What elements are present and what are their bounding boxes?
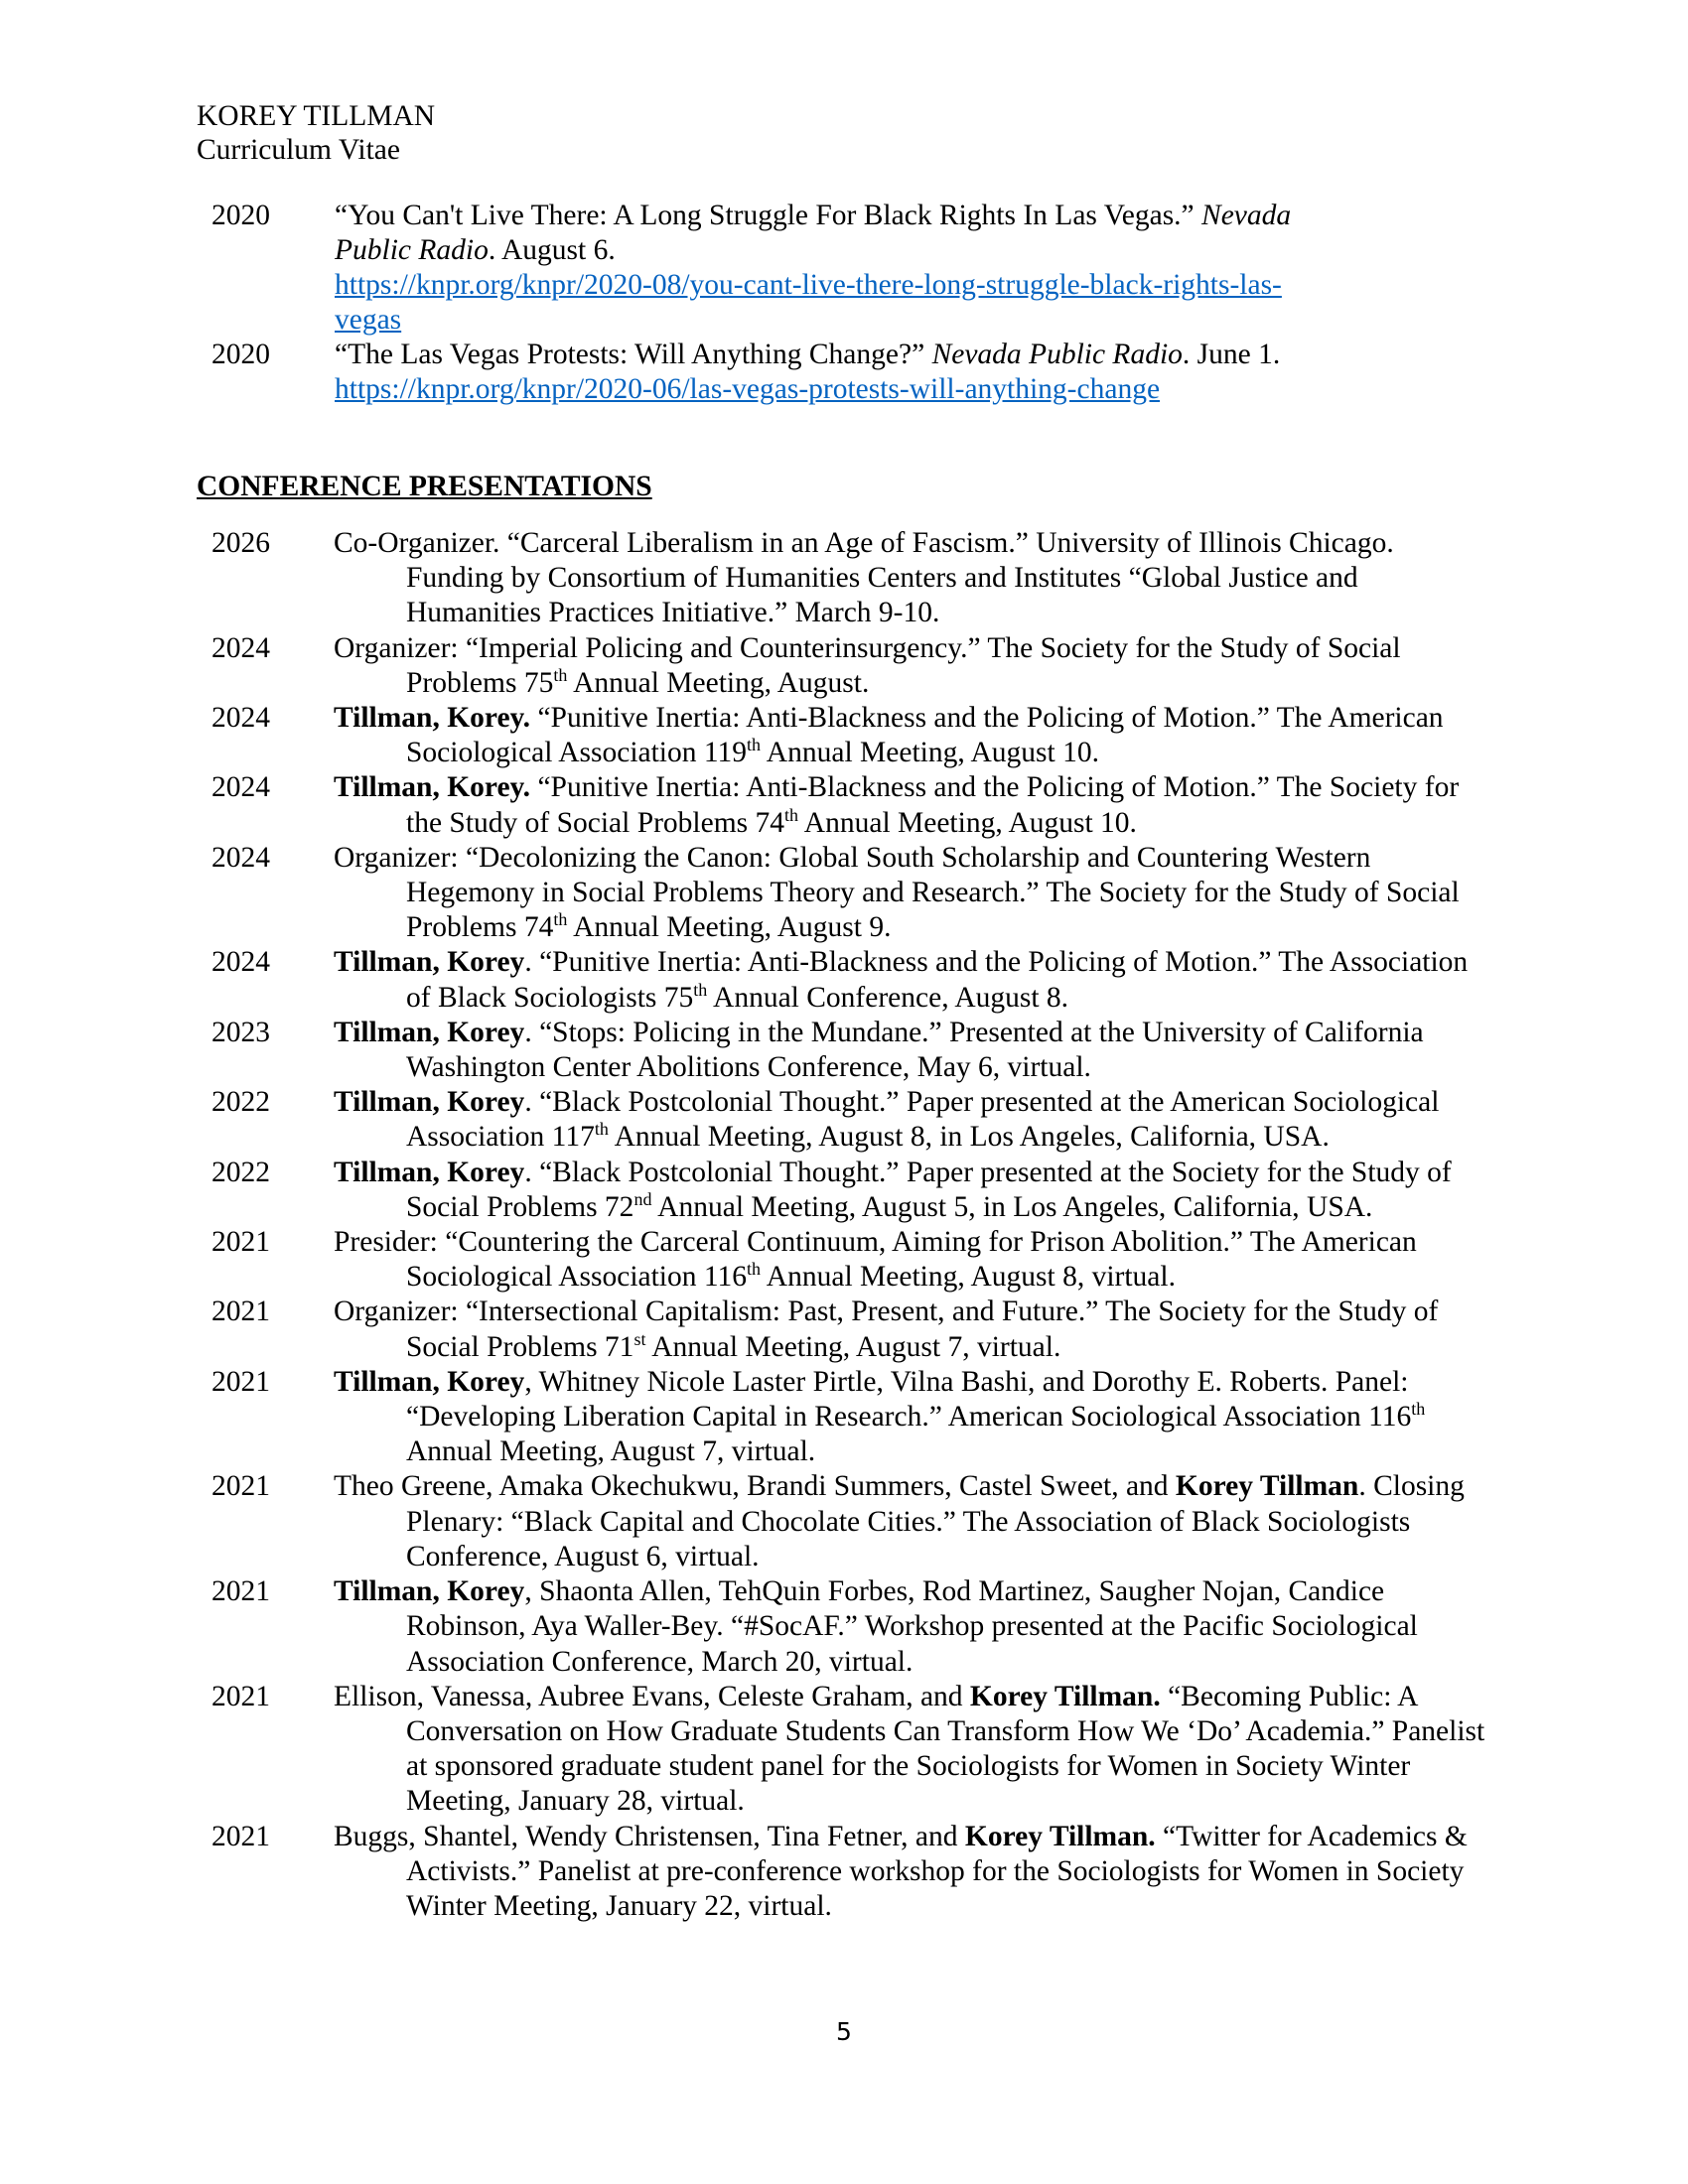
conference-citation xyxy=(334,1156,1497,1225)
author-name-bold: Tillman, Korey. xyxy=(334,702,531,735)
citation-text: “Twitter for Academics & Activists.” Panelist at pre-conference workshop for the Sociologists for Women in Society Winter Meeting, January 22, virtual. xyxy=(406,1820,1468,1922)
ordinal-suffix: th xyxy=(1411,1399,1426,1420)
conference-entry xyxy=(197,770,1497,840)
conference-entry xyxy=(197,1680,1497,1820)
citation-text: Buggs, Shantel, Wendy Christensen, Tina Fetner, and xyxy=(334,1820,965,1852)
author-name-bold: Tillman, Korey xyxy=(334,1086,525,1119)
citation-text: Annual Meeting, August 10. xyxy=(761,737,1099,769)
author-name-bold: Tillman, Korey xyxy=(334,1156,525,1188)
conference-year: 2021 xyxy=(211,1296,270,1328)
conference-entry xyxy=(197,1365,1497,1470)
ordinal-suffix: th xyxy=(747,1259,762,1280)
citation-text: Annual Meeting, August 7, virtual. xyxy=(645,1330,1061,1363)
conference-entry xyxy=(197,1016,1497,1085)
conference-citation xyxy=(334,1680,1497,1820)
author-name-bold: Tillman, Korey xyxy=(334,1365,525,1398)
media-outlet: Nevada Public Radio xyxy=(335,200,1292,266)
conference-citation xyxy=(334,1820,1497,1925)
media-date: . June 1. xyxy=(1182,339,1281,370)
conference-entry xyxy=(197,526,1497,631)
citation-text: Annual Meeting, August 9. xyxy=(567,911,892,944)
citation-text: Organizer: “Imperial Policing and Counterinsurgency.” The Society for the Study of Social Problems 75 xyxy=(334,631,1401,699)
conference-entry xyxy=(197,1469,1497,1574)
section-title-conference-presentations: CONFERENCE PRESENTATIONS xyxy=(197,471,652,502)
ordinal-suffix: th xyxy=(553,664,568,685)
cv-subtitle: Curriculum Vitae xyxy=(197,134,400,166)
conference-entry xyxy=(197,1574,1497,1680)
conference-year: 2021 xyxy=(211,1575,270,1608)
document-header xyxy=(197,99,435,167)
author-name-bold: Korey Tillman xyxy=(1175,1470,1359,1503)
conference-citation xyxy=(334,945,1497,1015)
ordinal-suffix: th xyxy=(784,804,799,825)
citation-text: . Closing Plenary: “Black Capital and Chocolate Cities.” The Association of Black Sociologists Conference, August 6, virtual. xyxy=(406,1470,1465,1572)
author-name-bold: Tillman, Korey. xyxy=(334,771,531,804)
media-year: 2020 xyxy=(211,200,270,231)
media-date: . August 6. xyxy=(488,234,616,266)
conference-entry xyxy=(197,701,1497,770)
author-name-bold: Tillman, Korey xyxy=(334,1575,525,1608)
citation-text: “Punitive Inertia: Anti-Blackness and the Policing of Motion.” The Society for the Study of Social Problems 74 xyxy=(406,771,1460,839)
media-title: “The Las Vegas Protests: Will Anything Change?” xyxy=(335,339,932,370)
conference-year: 2023 xyxy=(211,1016,270,1048)
conference-entry xyxy=(197,1156,1497,1225)
author-name-bold: Tillman, Korey xyxy=(334,946,525,979)
media-outlet: Nevada Public Radio xyxy=(931,339,1183,370)
media-link[interactable]: https://knpr.org/knpr/2020-06/las-vegas-protests-will-anything-change xyxy=(335,373,1161,405)
media-link-line: https://knpr.org/knpr/2020-08/you-cant-live-there-long-struggle-black-rights-las- xyxy=(335,269,1282,301)
ordinal-suffix: th xyxy=(747,735,762,755)
conference-year: 2021 xyxy=(211,1226,270,1259)
conference-entry xyxy=(197,1225,1497,1295)
citation-text: . “Black Postcolonial Thought.” Paper presented at the Society for the Study of Social Problems 72 xyxy=(406,1156,1452,1223)
citation-text: Annual Meeting, August 5, in Los Angeles, California, USA. xyxy=(651,1190,1373,1223)
conference-citation xyxy=(334,841,1497,946)
citation-text: Annual Meeting, August. xyxy=(567,666,870,699)
media-entry xyxy=(197,199,1348,338)
conference-entry xyxy=(197,945,1497,1015)
conference-year: 2024 xyxy=(211,841,270,874)
conference-entry xyxy=(197,1295,1497,1364)
citation-text: Ellison, Vanessa, Aubree Evans, Celeste Graham, and xyxy=(334,1680,970,1712)
media-title: “You Can't Live There: A Long Struggle For Black Rights In Las Vegas.” xyxy=(335,200,1202,231)
author-name-bold: Korey Tillman. xyxy=(969,1680,1161,1712)
citation-text: Annual Conference, August 8. xyxy=(707,981,1069,1014)
page-number: 5 xyxy=(836,2017,852,2046)
ordinal-suffix: nd xyxy=(633,1189,652,1210)
media-body xyxy=(335,199,1347,338)
conference-year: 2021 xyxy=(211,1365,270,1398)
citation-text: Annual Meeting, August 10. xyxy=(798,806,1137,839)
citation-text: Annual Meeting, August 7, virtual. xyxy=(406,1435,816,1468)
conference-citation xyxy=(334,1365,1497,1470)
citation-text: “Becoming Public: A Conversation on How Graduate Students Can Transform How We ‘Do’ Academia.” Panelist at sponsored graduate student panel for the Sociologists for Women in Society Winter Meeting, January 28, virtual. xyxy=(406,1680,1485,1818)
conference-entry xyxy=(197,1820,1497,1925)
citation-text: . “Stops: Policing in the Mundane.” Presented at the University of California Washington Center Abolitions Conference, May 6, virtual. xyxy=(406,1016,1424,1084)
author-name-bold: Tillman, Korey xyxy=(334,1016,525,1048)
citation-text: , Whitney Nicole Laster Pirtle, Vilna Bashi, and Dorothy E. Roberts. Panel: “Developing Liberation Capital in Research.” American Sociological Association 116 xyxy=(406,1365,1412,1433)
conference-year: 2024 xyxy=(211,771,270,804)
citation-text: Presider: “Countering the Carceral Continuum, Aiming for Prison Abolition.” The American Sociological Association 116 xyxy=(334,1226,1417,1294)
conference-citation xyxy=(334,1085,1497,1155)
conference-citation xyxy=(334,526,1497,631)
citation-text: “Punitive Inertia: Anti-Blackness and the Policing of Motion.” The American Sociological Association 119 xyxy=(406,702,1444,769)
citation-text: Theo Greene, Amaka Okechukwu, Brandi Summers, Castel Sweet, and xyxy=(334,1470,1176,1503)
conference-entry xyxy=(197,631,1497,701)
ordinal-suffix: st xyxy=(633,1328,646,1349)
conference-citation xyxy=(334,1225,1497,1295)
media-link-line: vegas xyxy=(335,304,402,336)
conference-citation xyxy=(334,1295,1497,1364)
conference-year: 2024 xyxy=(211,946,270,979)
citation-text: Annual Meeting, August 8, virtual. xyxy=(761,1261,1176,1294)
conference-citation xyxy=(334,701,1497,770)
conference-citation xyxy=(334,1574,1497,1680)
cv-author-name: KOREY TILLMAN xyxy=(197,100,436,132)
conference-entry xyxy=(197,1085,1497,1155)
author-name-bold: Korey Tillman. xyxy=(964,1820,1156,1852)
citation-text: Annual Meeting, August 8, in Los Angeles, California, USA. xyxy=(608,1121,1330,1154)
conference-list xyxy=(197,526,1497,1924)
media-year: 2020 xyxy=(211,339,270,370)
media-list xyxy=(197,199,1348,407)
conference-year: 2026 xyxy=(211,527,270,559)
conference-year: 2021 xyxy=(211,1820,270,1852)
conference-citation xyxy=(334,1016,1497,1085)
conference-citation xyxy=(334,1469,1497,1574)
ordinal-suffix: th xyxy=(594,1119,609,1140)
citation-text: . “Punitive Inertia: Anti-Blackness and the Policing of Motion.” The Association of Black Sociologists 75 xyxy=(406,946,1469,1014)
conference-year: 2022 xyxy=(211,1086,270,1119)
ordinal-suffix: th xyxy=(693,979,708,1000)
conference-year: 2022 xyxy=(211,1156,270,1188)
citation-text: Co-Organizer. “Carceral Liberalism in an Age of Fascism.” University of Illinois Chicago. Funding by Consortium of Humanities Centers and Institutes “Global Justice and Humanities Practices Initiative.” March 9-10. xyxy=(334,527,1394,629)
conference-year: 2024 xyxy=(211,631,270,664)
media-body xyxy=(335,338,1347,407)
conference-entry xyxy=(197,841,1497,946)
citation-text: Organizer: “Decolonizing the Canon: Global South Scholarship and Countering Western Hegemony in Social Problems Theory and Research.” The Society for the Study of Social Problems 74 xyxy=(334,841,1460,944)
conference-citation xyxy=(334,770,1497,840)
citation-text: . “Black Postcolonial Thought.” Paper presented at the American Sociological Association 117 xyxy=(406,1086,1440,1154)
media-entry xyxy=(197,338,1348,407)
ordinal-suffix: th xyxy=(553,909,568,930)
citation-text: , Shaonta Allen, TehQuin Forbes, Rod Martinez, Saugher Nojan, Candice Robinson, Aya Waller-Bey. “#SocAF.” Workshop presented at the Pacific Sociological Association Conference, March 20, virtual. xyxy=(406,1575,1418,1678)
conference-year: 2021 xyxy=(211,1680,270,1712)
citation-text: Organizer: “Intersectional Capitalism: Past, Present, and Future.” The Society for the Study of Social Problems 71 xyxy=(334,1296,1439,1363)
conference-citation xyxy=(334,631,1497,701)
conference-year: 2021 xyxy=(211,1470,270,1503)
media-link[interactable] xyxy=(335,269,1282,336)
conference-year: 2024 xyxy=(211,702,270,735)
